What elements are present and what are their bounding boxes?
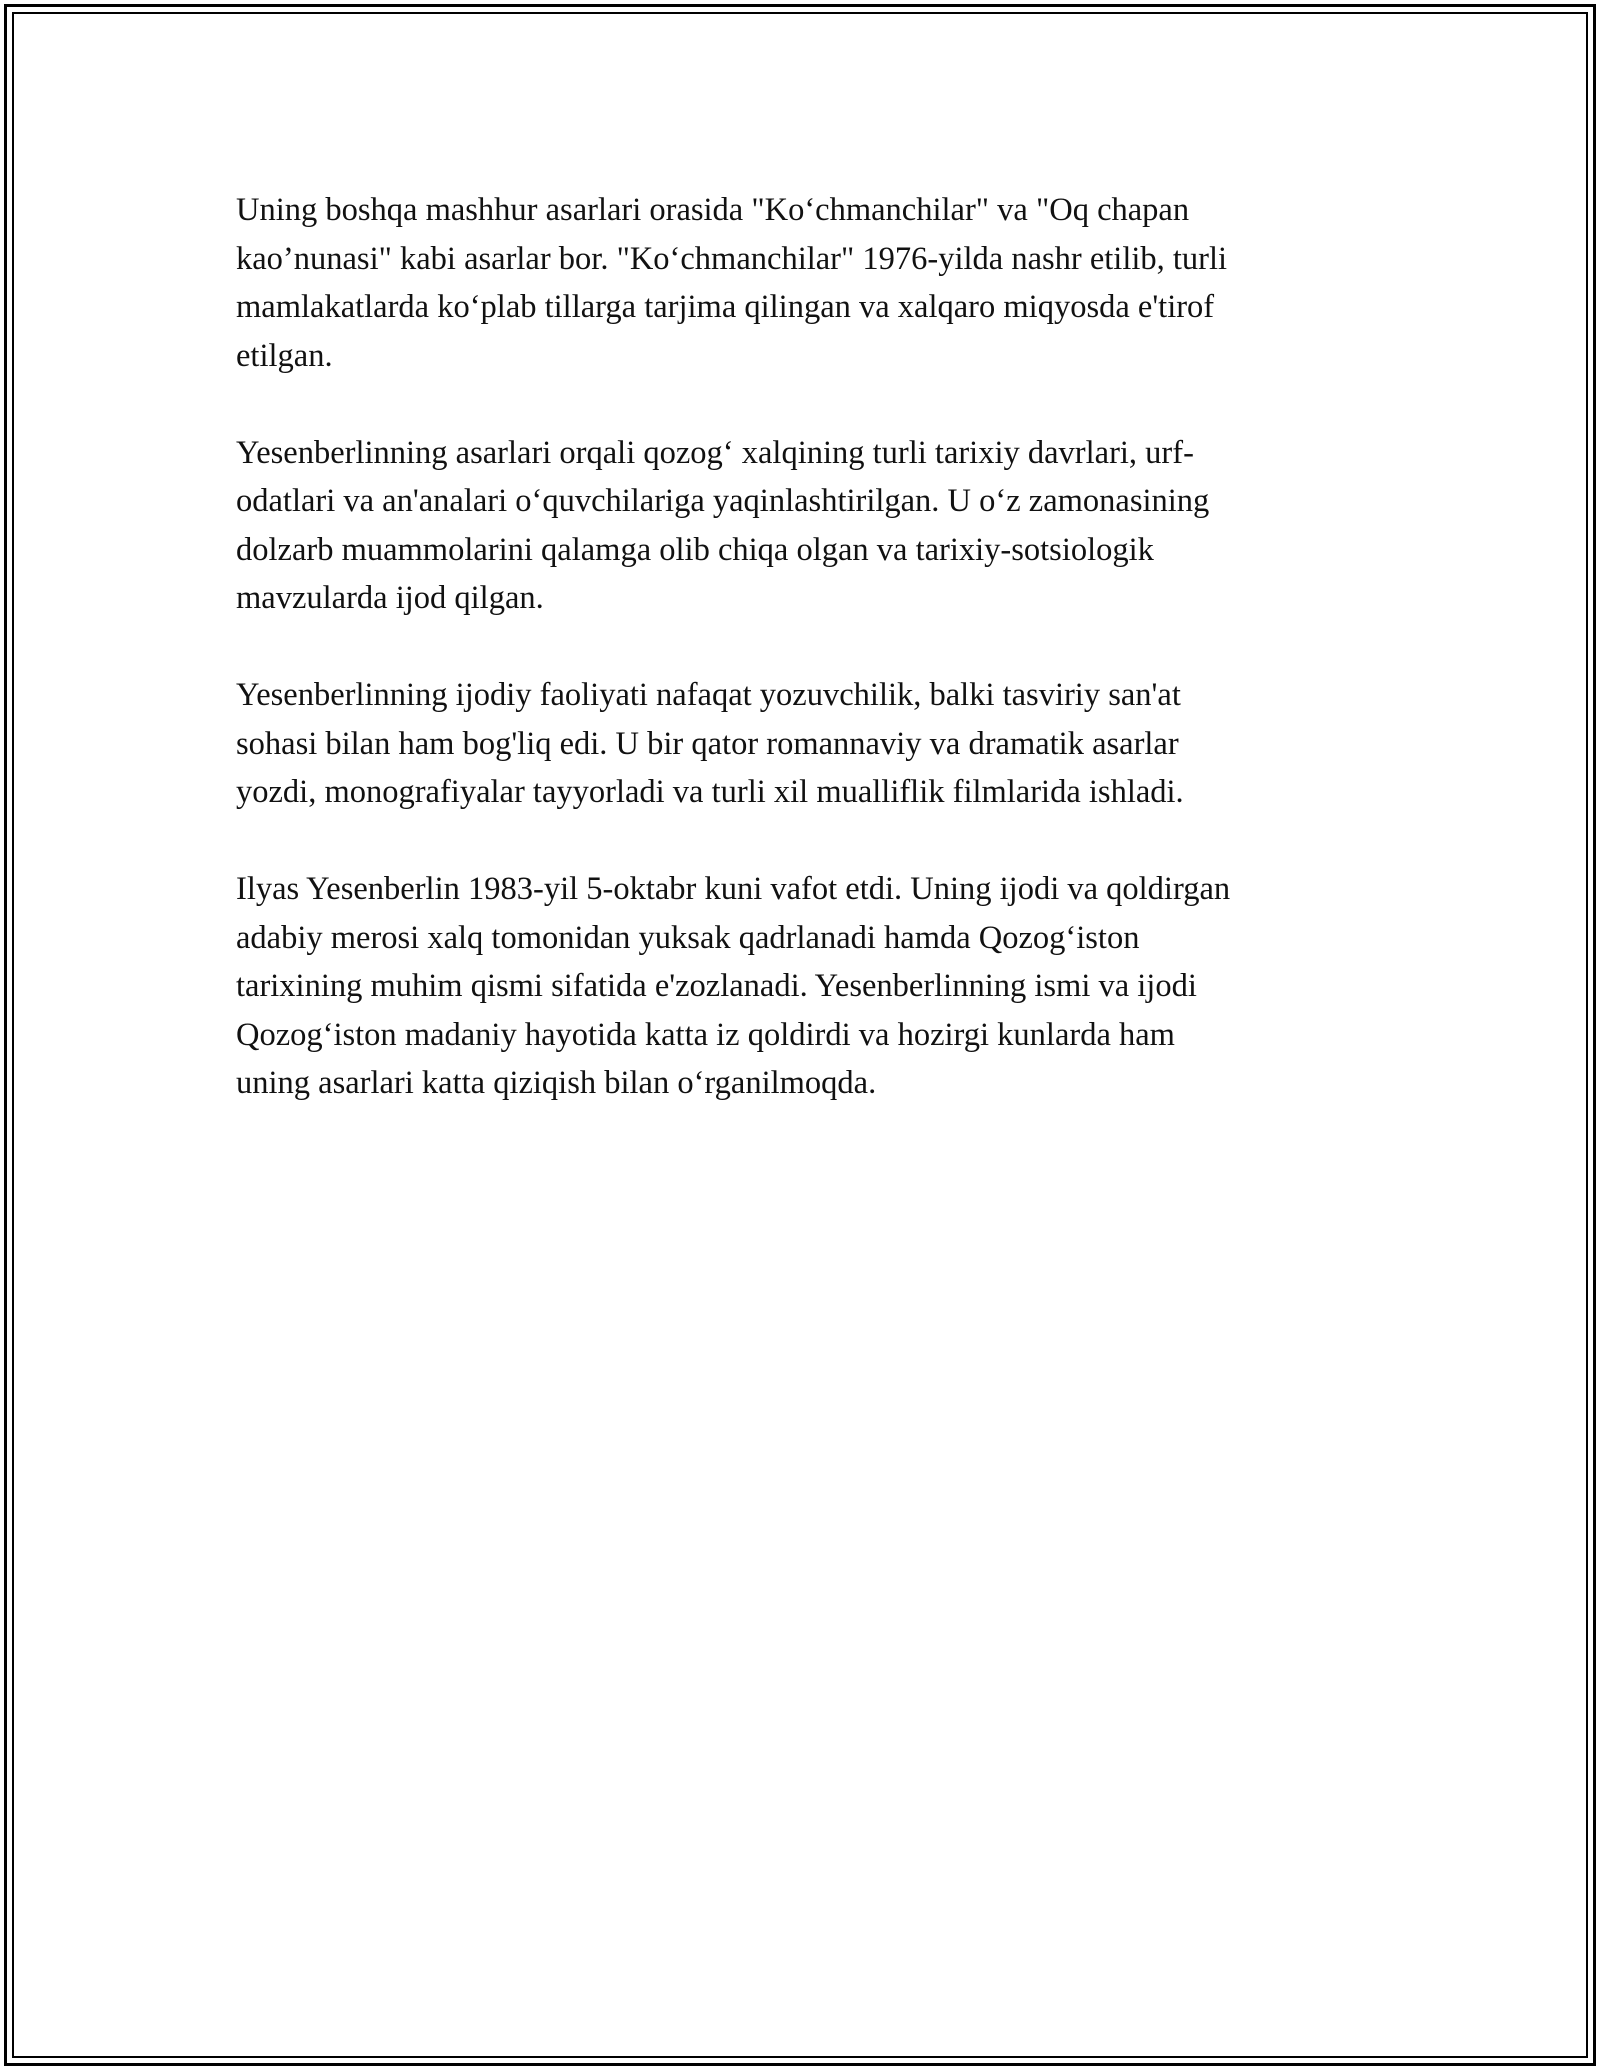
paragraph-4-line-2: adabiy merosi xalq tomonidan yuksak qadrlanadi hamda Qozog‘iston bbox=[236, 919, 1140, 956]
paragraph-2-line-4: mavzularda ijod qilgan. bbox=[236, 580, 544, 616]
paragraph-2 bbox=[236, 429, 1376, 623]
paragraph-2-line-3: dolzarb muammolarini qalamga olib chiqa olgan va tarixiy-sotsiologik bbox=[236, 531, 1154, 568]
paragraph-4-line-5: uning asarlari katta qiziqish bilan o‘rganilmoqda. bbox=[236, 1065, 877, 1101]
paragraph-1-line-4: etilgan. bbox=[236, 337, 333, 374]
paragraph-1-line-3: mamlakatlarda ko‘plab tillarga tarjima qilingan va xalqaro miqyosda e'tirof bbox=[236, 289, 1215, 325]
paragraph-3-line-2: sohasi bilan ham bog'liq edi. U bir qator romannaviy va dramatik asarlar bbox=[236, 725, 1179, 762]
paragraph-3-line-1: Yesenberlinning ijodiy faoliyati nafaqat yozuvchilik, balki tasviriy san'at bbox=[236, 677, 1181, 713]
paragraph-4 bbox=[236, 865, 1376, 1108]
document-body bbox=[236, 186, 1376, 1156]
paragraph-1-line-2: kao’nunasi" kabi asarlar bor. "Ko‘chmanchilar" 1976-yilda nashr etilib, turli bbox=[236, 240, 1228, 277]
paragraph-1-line-1: Uning boshqa mashhur asarlari orasida "Ko‘chmanchilar" va "Oq chapan bbox=[236, 192, 1190, 228]
paragraph-4-line-3: tarixining muhim qismi sifatida e'zozlanadi. Yesenberlinning ismi va ijodi bbox=[236, 968, 1197, 1004]
paragraph-2-line-1: Yesenberlinning asarlari orqali qozog‘ xalqining turli tarixiy davrlari, urf- bbox=[236, 434, 1194, 471]
paragraph-2-line-2: odatlari va an'analari o‘quvchilariga yaqinlashtirilgan. U o‘z zamonasining bbox=[236, 483, 1210, 519]
paragraph-3 bbox=[236, 671, 1376, 817]
paragraph-1 bbox=[236, 186, 1376, 380]
paragraph-4-line-4: Qozog‘iston madaniy hayotida katta iz qoldirdi va hozirgi kunlarda ham bbox=[236, 1016, 1175, 1053]
paragraph-4-line-1: Ilyas Yesenberlin 1983-yil 5-oktabr kuni vafot etdi. Uning ijodi va qoldirgan bbox=[236, 871, 1231, 907]
paragraph-3-line-3: yozdi, monografiyalar tayyorladi va turli xil mualliflik filmlarida ishladi. bbox=[236, 774, 1184, 810]
